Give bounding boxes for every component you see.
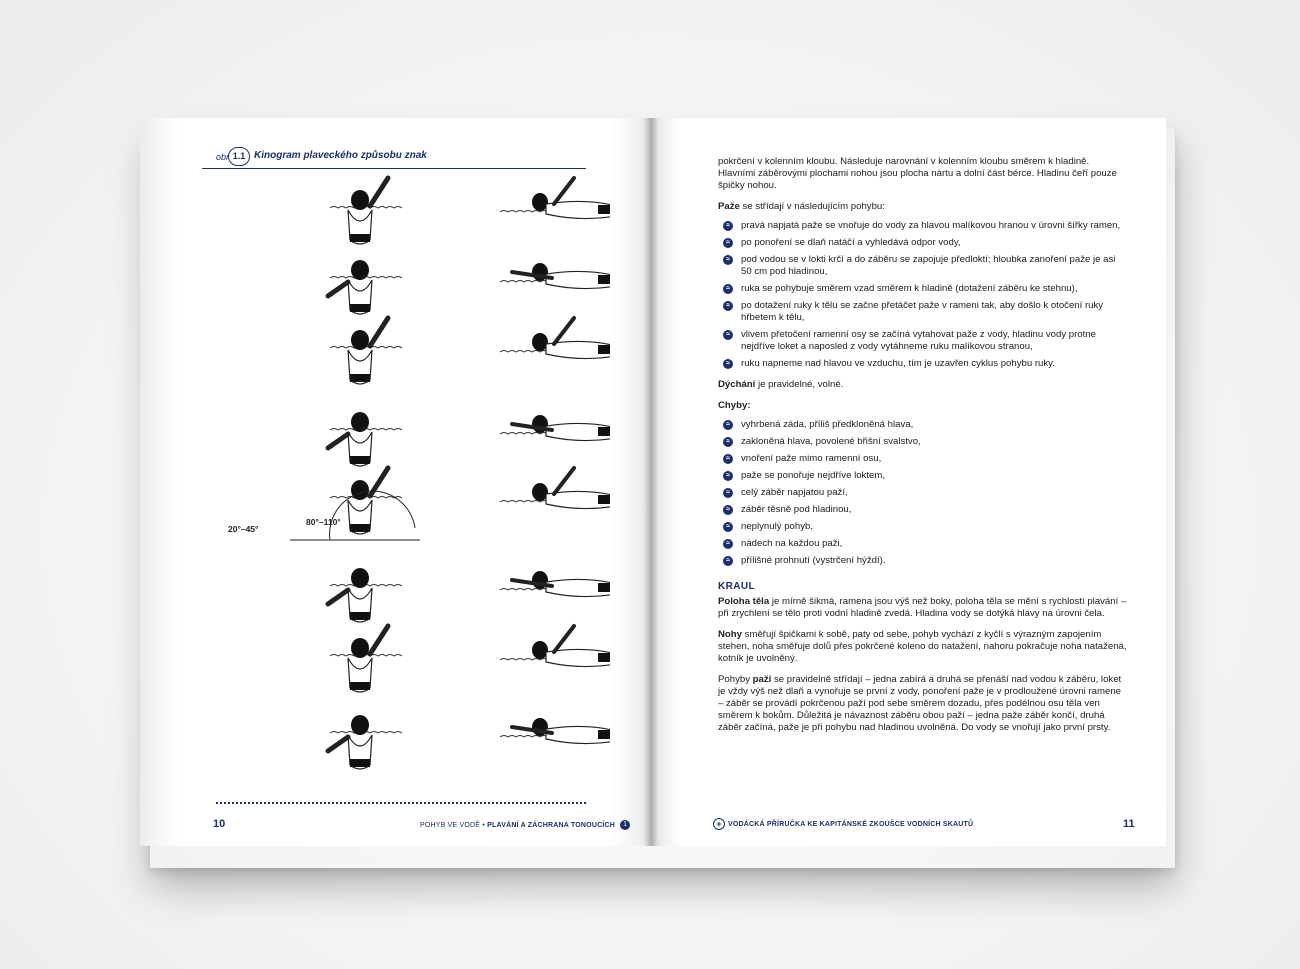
footer-divider [216, 802, 586, 804]
swimmer-head [351, 568, 369, 588]
book-title-footer: VODÁCKÁ PŘÍRUČKA KE KAPITÁNSKÉ ZKOUŠCE VODNÍCH SKAUTŮ [728, 820, 974, 828]
angle-label-right: 80°–110° [306, 517, 341, 527]
swimmer-head [351, 715, 369, 735]
swimmer-arm [328, 737, 348, 751]
list-item-text: pravá napjatá paže se vnořuje do vody za hlavou malíkovou hranou v úrovni šířky ramen, [741, 220, 1121, 231]
wave-bullet-icon: ≈ [723, 420, 733, 430]
wave-bullet-icon: ≈ [723, 454, 733, 464]
chapter-badge: 1 [620, 820, 630, 830]
wave-bullet-icon: ≈ [723, 522, 733, 532]
left-page [140, 118, 651, 846]
list-item [718, 453, 1128, 465]
swimmer-arm [328, 434, 348, 448]
list-item-text: po ponoření se dlaň natáčí a vyhledává odpor vody, [741, 237, 961, 248]
list-item-text: pod vodou se v lokti krčí a do záběru se zapojuje předloktí; hloubka zanoření paže je asi 50 cm pod hladinou, [741, 254, 1116, 277]
swimmer-trunks [598, 275, 610, 284]
left-page-number: 10 [213, 818, 226, 830]
swimmer-trunks [598, 345, 610, 354]
wave-bullet-icon: ≈ [723, 556, 733, 566]
list-item-text: vlivem přetočení ramenní osy se začíná vytahovat paže z vody, hladinu vody protne nejdříve loket a naposled z vody vytáhneme ruku malíkovou stranou, [741, 329, 1096, 352]
swimmer-trunks [598, 653, 610, 662]
swimmer-head [351, 330, 369, 350]
swimmer-trunks [350, 374, 370, 382]
list-item [718, 419, 1128, 431]
wave-bullet-icon: ≈ [723, 330, 733, 340]
figure-number: 1.1 [228, 147, 250, 166]
list-item-text: nádech na každou paži, [741, 538, 843, 549]
breathing-paragraph [718, 379, 1128, 391]
arms2-bold: paží [752, 674, 772, 685]
right-page-number: 11 [1123, 818, 1135, 830]
arms-kraul-paragraph [718, 674, 1128, 734]
list-item [718, 487, 1128, 499]
list-item [718, 300, 1128, 324]
section-heading-kraul: KRAUL [718, 581, 755, 592]
swimmer-head [351, 260, 369, 280]
angle-arc [330, 491, 415, 540]
right-page [651, 118, 1166, 846]
list-item-text: přílišné prohnutí (vystrčení hýždí). [741, 555, 886, 566]
swimmer-trunks [598, 495, 610, 504]
swimmer-head [351, 638, 369, 658]
left-running-footer [420, 820, 630, 830]
swimmer-head [351, 480, 369, 500]
body-rest: je mírně šikmá, ramena jsou výš než boky, poloha těla se mění s rychlostí plavání – při zrychlení se tělo proti vodní hladině zvedá. Hladina vody se dotýká hlavy na úrovni čela. [718, 596, 1127, 619]
list-item-text: vyhrbená záda, příliš předkloněná hlava, [741, 419, 914, 430]
wave-bullet-icon: ≈ [723, 301, 733, 311]
kinogram-illustration [220, 168, 610, 788]
list-item [718, 470, 1128, 482]
arms2-pre: Pohyby [718, 674, 753, 685]
wave-bullet-icon: ≈ [723, 437, 733, 447]
wave-bullet-icon: ≈ [723, 505, 733, 515]
list-item [718, 436, 1128, 448]
list-item-text: po dotažení ruky k tělu se začne přetáčet paže v rameni tak, aby došlo k otočení ruky hřbetem k tělu, [741, 300, 1104, 323]
right-running-footer [713, 818, 973, 830]
arms-heading [718, 201, 1128, 213]
swimmer-arm [554, 626, 574, 652]
swimmer-trunks [350, 456, 370, 464]
wave-bullet-icon: ≈ [723, 488, 733, 498]
swimmer-trunks [350, 682, 370, 690]
wave-bullet-icon: ≈ [723, 255, 733, 265]
list-item [718, 283, 1128, 295]
list-item [718, 521, 1128, 533]
swimmer-arm [554, 468, 574, 494]
arms2-rest: se pravidelně střídají – jedna zabírá a druhá se přenáší nad vodou k záběru, loket je vždy výš než dlaň a vynořuje se první z vody, ponoření paže je v prodloužené úrovni ramene – záběr se provádí pokrčenou paží pod sebe směrem dozadu, přes podélnou osu těla ven směrem k bokům. Důležitá je návaznost záběru obou paží – jedna paže záběr končí, druhá záběr začíná, paže je při pohybu nad hladinou uvolněná. Do vody se vnořují jako první prsty. [718, 674, 1122, 733]
swimmer-arm [554, 318, 574, 344]
swimmer-trunks [598, 583, 610, 592]
list-item [718, 358, 1128, 370]
list-item-text: zakloněná hlava, povolené břišní svalstvo, [741, 436, 921, 447]
arms-bold: Paže [718, 201, 740, 212]
legs-bold: Nohy [718, 629, 742, 640]
swimmer-head [351, 190, 369, 210]
swimmer-arm [328, 282, 348, 296]
swimmer-arm [370, 318, 388, 346]
footer-separator: • [482, 821, 485, 829]
swimmer-arm [554, 178, 574, 204]
wave-bullet-icon: ≈ [723, 359, 733, 369]
list-item-text: ruku napneme nad hlavou ve vzduchu, tím je uzavřen cyklus pohybu ruky. [741, 358, 1055, 369]
swimmer-trunks [350, 524, 370, 532]
list-item [718, 538, 1128, 550]
book-gutter [644, 118, 658, 846]
arms-list [718, 220, 1128, 370]
list-item [718, 504, 1128, 516]
wave-bullet-icon: ≈ [723, 539, 733, 549]
list-item-text: neplynulý pohyb, [741, 521, 814, 532]
angle-label-left: 20°–45° [228, 524, 259, 534]
swimmer-trunks [350, 759, 370, 767]
swimmer-trunks [598, 730, 610, 739]
figure-title: Kinogram plaveckého způsobu znak [254, 150, 427, 161]
breathing-bold: Dýchání [718, 379, 756, 390]
figure-caption [202, 146, 586, 169]
swimmer-arm [370, 626, 388, 654]
intro-paragraph: pokrčení v kolenním kloubu. Následuje narovnání v kolenním kloubu směrem k hladině. Hlavními záběrovými plochami nohou jsou plocha nártu a dolní část bérce. Hladinu čeří pouze špičky nohou. [718, 156, 1117, 191]
wave-bullet-icon: ≈ [723, 238, 733, 248]
section-name: PLAVÁNÍ A ZÁCHRANA TONOUCÍCH [487, 821, 615, 829]
body-position-paragraph [718, 596, 1128, 620]
list-item-text: paže se ponořuje nejdříve loktem, [741, 470, 885, 481]
swimmer-kinogram [220, 168, 610, 788]
arms-rest: se střídají v následujícím pohybu: [739, 201, 885, 212]
swimmer-arm [328, 590, 348, 604]
errors-list [718, 419, 1128, 567]
swimmer-trunks [350, 234, 370, 242]
wave-bullet-icon: ≈ [723, 284, 733, 294]
figure-prefix: obr [216, 152, 230, 162]
swimmer-trunks [350, 612, 370, 620]
list-item-text: ruka se pohybuje směrem vzad směrem k hladině (dotažení záběru ke stehnu), [741, 283, 1078, 294]
list-item [718, 237, 1128, 249]
body-bold: Poloha těla [718, 596, 770, 607]
list-item [718, 254, 1128, 278]
errors-title: Chyby: [718, 400, 751, 411]
list-item-text: záběr těsně pod hladinou, [741, 504, 852, 515]
list-item-text: vnoření paže mimo ramenní osu, [741, 453, 882, 464]
right-page-text [718, 156, 1128, 743]
chapter-name: POHYB VE VODĚ [420, 821, 481, 829]
list-item [718, 329, 1128, 353]
legs-rest: směřují špičkami k sobě, paty od sebe, pohyb vychází z kyčlí s výrazným zapojením stehen, noha směřuje dolů přes pokrčené koleno do natažení, nahoru pokračuje noha natažená, kotník je uvolněný. [718, 629, 1127, 664]
swimmer-trunks [598, 205, 610, 214]
errors-heading [718, 400, 1128, 412]
breathing-rest: je pravidelné, volné. [755, 379, 844, 390]
wave-bullet-icon: ≈ [723, 471, 733, 481]
scout-cross-icon: + [713, 818, 725, 830]
swimmer-head [351, 412, 369, 432]
swimmer-trunks [598, 427, 610, 436]
list-item [718, 220, 1128, 232]
list-item [718, 555, 1128, 567]
wave-bullet-icon: ≈ [723, 221, 733, 231]
list-item-text: celý záběr napjatou paží, [741, 487, 848, 498]
swimmer-trunks [350, 304, 370, 312]
legs-paragraph [718, 629, 1128, 665]
swimmer-arm [370, 178, 388, 206]
